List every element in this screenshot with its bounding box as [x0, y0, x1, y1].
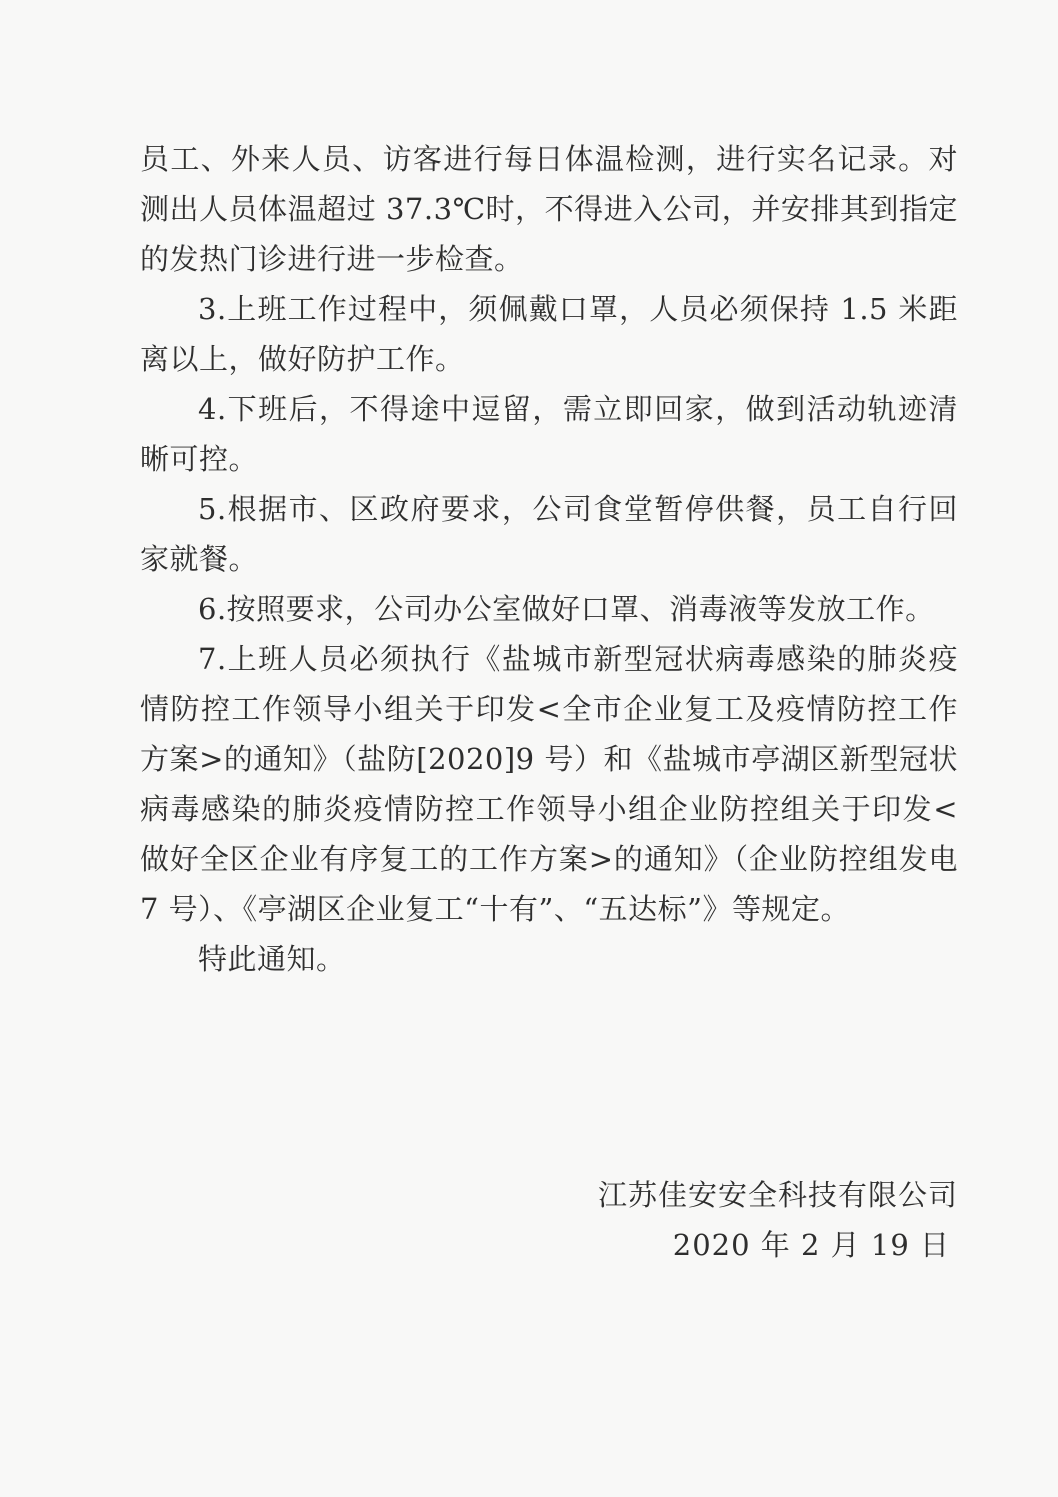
body-paragraph: 5.根据市、区政府要求，公司食堂暂停供餐，员工自行回家就餐。 [140, 492, 958, 576]
signature-block [140, 1170, 958, 1270]
body-paragraph: 7.上班人员必须执行《盐城市新型冠状病毒感染的肺炎疫情防控工作领导小组关于印发<全市企业复工及疫情防控工作方案>的通知》（盐防[2020]9 号）和《盐城市亭湖区新型冠状病毒感染的肺炎疫情防控工作领导小组企业防控组关于印发<做好全区企业有序复工的工作方案>的通知》（企业防控组发电 7 号）、《亭湖区企业复工“十有”、“五达标”》等规定。 [140, 642, 958, 926]
signature-company: 江苏佳安安全科技有限公司 [597, 1178, 958, 1212]
body-paragraph: 4.下班后，不得途中逗留，需立即回家，做到活动轨迹清晰可控。 [140, 392, 958, 476]
document-body [140, 134, 958, 984]
signature-date: 2020 年 2 月 19 日 [672, 1228, 950, 1262]
body-paragraph: 特此通知。 [198, 942, 346, 976]
body-paragraph: 3.上班工作过程中，须佩戴口罩，人员必须保持 1.5 米距离以上，做好防护工作。 [140, 292, 958, 376]
body-paragraph: 6.按照要求，公司办公室做好口罩、消毒液等发放工作。 [198, 592, 935, 626]
body-paragraph: 员工、外来人员、访客进行每日体温检测，进行实名记录。对测出人员体温超过 37.3℃时，不得进入公司，并安排其到指定的发热门诊进行进一步检查。 [140, 142, 958, 276]
